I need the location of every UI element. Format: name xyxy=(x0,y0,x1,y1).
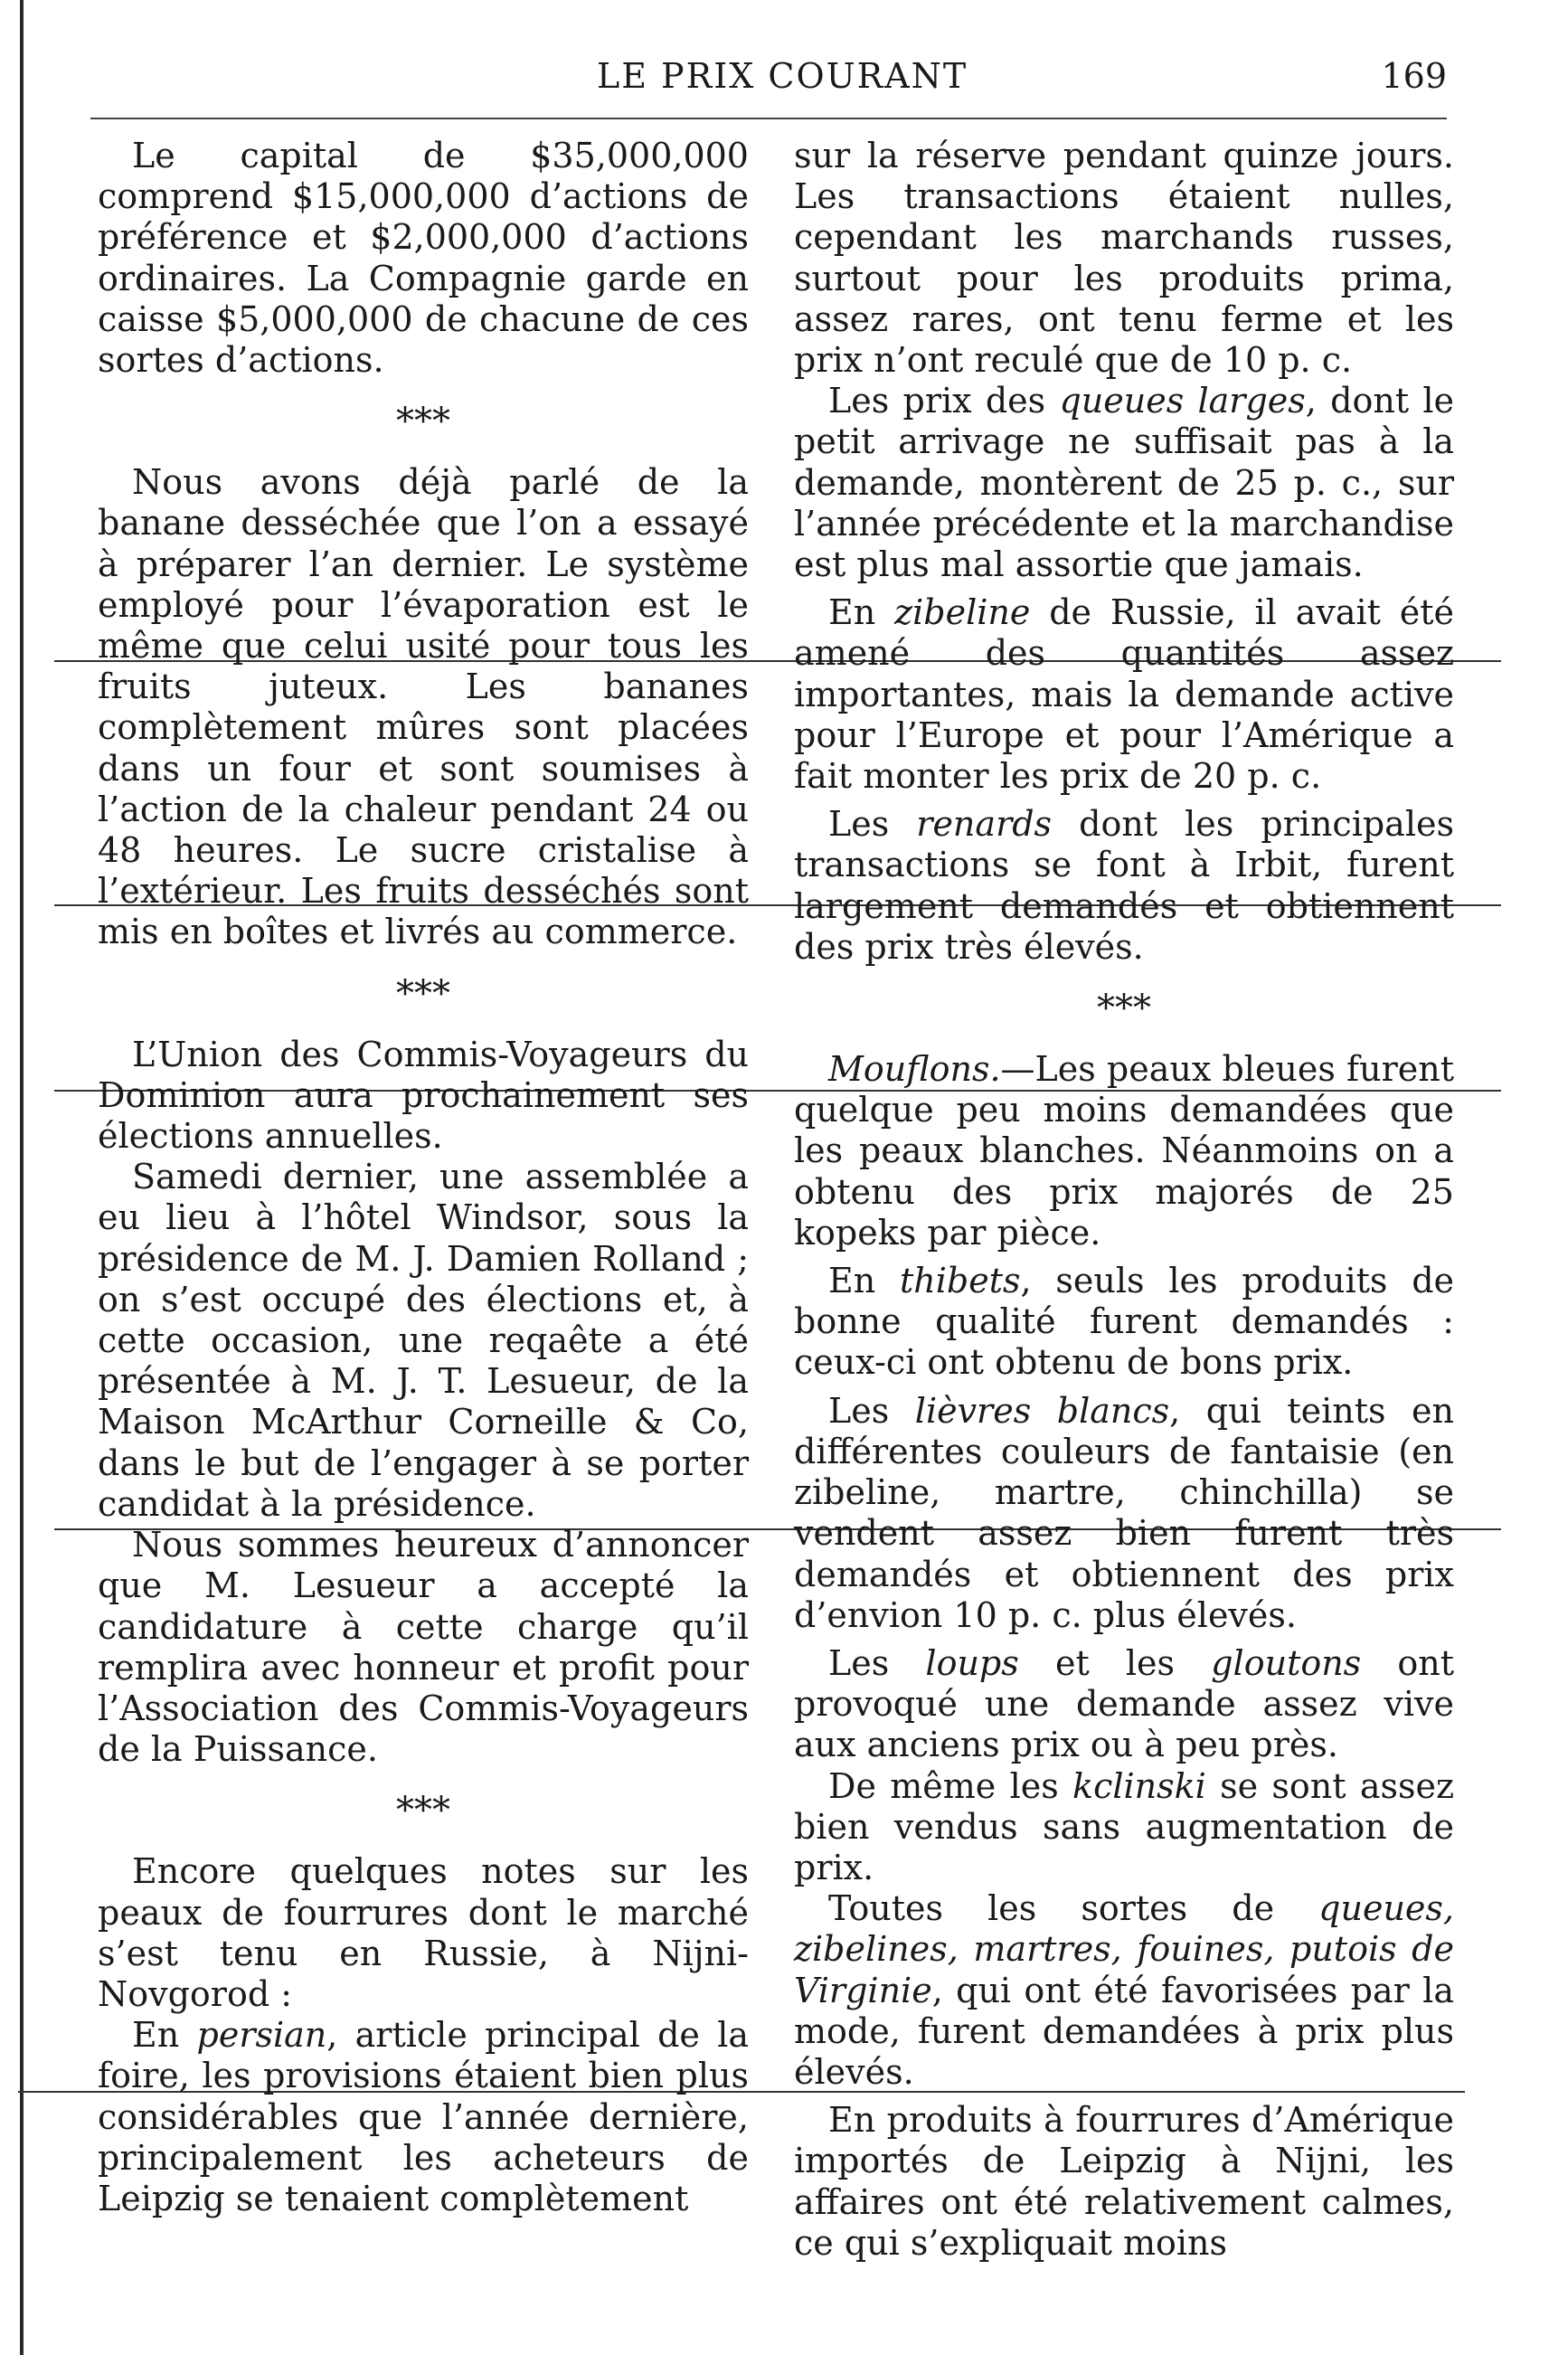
paragraph: Les renards dont les principales transactions se font à Irbit, furent largement demandés et obtiennent des prix très élevés. xyxy=(794,804,1454,967)
paragraph: sur la réserve pendant quinze jours. Les transactions étaient nulles, cependant les marchands russes, surtout pour les produits prima, assez rares, ont tenu ferme et les prix n’ont reculé que de 10 p. c. xyxy=(794,136,1454,381)
section-separator: *** xyxy=(396,972,450,1015)
paragraph: Toutes les sortes de queues, zibelines, martres, fouines, putois de Virginie, qui ont été favorisées par la mode, furent demandées à prix plus élevés. xyxy=(794,1888,1454,2092)
header-rule xyxy=(90,118,1447,119)
paragraph: En thibets, seuls les produits de bonne qualité furent demandés : ceux-ci ont obtenu de bons prix. xyxy=(794,1261,1455,1383)
paragraph: De même les kclinski se sont assez bien vendus sans augmentation de prix. xyxy=(794,1765,1454,1887)
paragraph: En zibeline de Russie, il avait été amené des quantités assez importantes, mais la demande active pour l’Europe et pour l’Amérique a fait monter les prix de 20 p. c. xyxy=(794,592,1454,797)
paragraph: Les loups et les gloutons ont provoqué une demande assez vive aux anciens prix ou à peu près. xyxy=(794,1642,1454,1765)
page-edge-rule xyxy=(20,0,24,2355)
italic-term: gloutons xyxy=(1211,1642,1362,1683)
paragraph: En produits à fourrures d’Amérique importés de Leipzig à Nijni, les affaires ont été relativement calmes, ce qui s’expliquait moins xyxy=(794,2100,1454,2263)
paragraph: Mouflons.—Les peaux bleues furent quelque peu moins demandées que les peaux blanches. Néanmoins on a obtenu des prix majorés de 25 kopeks par pièce. xyxy=(794,1049,1454,1253)
italic-term: thibets xyxy=(900,1261,1021,1301)
paragraph: Encore quelques notes sur les peaux de fourrures dont le marché s’est tenu en Russie, à Nijni-Novgorod : xyxy=(98,1851,749,2014)
italic-term: queues larges xyxy=(1059,381,1306,421)
section-separator: *** xyxy=(396,401,450,443)
italic-term: kclinski xyxy=(1072,1765,1206,1806)
italic-term: lièvres blancs xyxy=(914,1390,1170,1431)
paragraph: Nous avons déjà parlé de la banane desséchée que l’on a essayé à préparer l’an dernier. Le système employé pour l’évaporation est le même que celui usité pour tous les fruits juteux. Les bananes complètement mûres sont placées dans un four et sont soumises à l’action de la chaleur pendant 24 ou 48 heures. Le sucre cristalise à l’extérieur. Les fruits desséchés sont mis en boîtes et livrés au commerce. xyxy=(98,462,749,952)
paragraph: Samedi dernier, une assemblée a eu lieu à l’hôtel Windsor, sous la présidence de M. J. Damien Rolland ; on s’est occupé des élections et, à cette occasion, une reqaête a été présentée à M. J. T. Lesueur, de la Maison McArthur Corneille & Co, dans le but de l’engager à se porter candidat à la présidence. xyxy=(98,1157,749,1524)
running-header xyxy=(90,56,1447,107)
italic-term: persian xyxy=(196,2015,327,2056)
section-separator: *** xyxy=(1097,988,1151,1030)
italic-term: loups xyxy=(925,1642,1019,1683)
page-number: 169 xyxy=(1381,56,1447,96)
italic-term: queues, zibelines, martres, fouines, putois de Virginie xyxy=(794,1888,1454,2010)
section-separator: *** xyxy=(396,1790,450,1832)
italic-term: zibeline xyxy=(894,592,1031,633)
left-column xyxy=(98,136,749,2219)
paragraph: Le capital de $35,000,000 comprend $15,000,000 d’actions de préférence et $2,000,000 d’actions ordinaires. La Compagnie garde en caisse $5,000,000 de chacune de ces sortes d’actions. xyxy=(98,136,749,381)
journal-title: LE PRIX COURANT xyxy=(597,56,968,96)
paragraph: Les lièvres blancs, qui teints en différentes couleurs de fantaisie (en zibeline, martre, chinchilla) se vendent assez bien furent très demandés et obtiennent des prix d’envion 10 p. c. plus élevés. xyxy=(794,1390,1455,1635)
paragraph: En persian, article principal de la foire, les provisions étaient bien plus considérables que l’année dernière, principalement les acheteurs de Leipzig se tenaient complètement xyxy=(98,2015,750,2218)
paragraph: Les prix des queues larges, dont le petit arrivage ne suffisait pas à la demande, montèrent de 25 p. c., sur l’année précédente et la marchandise est plus mal assortie que jamais. xyxy=(794,381,1455,585)
paragraph: Nous sommes heureux d’annoncer que M. Lesueur a accepté la candidature à cette charge qu’il remplira avec honneur et profit pour l’Association des Commis-Voyageurs de la Puissance. xyxy=(98,1525,749,1770)
right-column xyxy=(794,136,1454,2264)
paragraph: L’Union des Commis-Voyageurs du Dominion aura prochainement ses élections annuelles. xyxy=(98,1034,749,1157)
italic-term: renards xyxy=(916,804,1053,845)
italic-term: Mouflons. xyxy=(828,1049,1001,1090)
